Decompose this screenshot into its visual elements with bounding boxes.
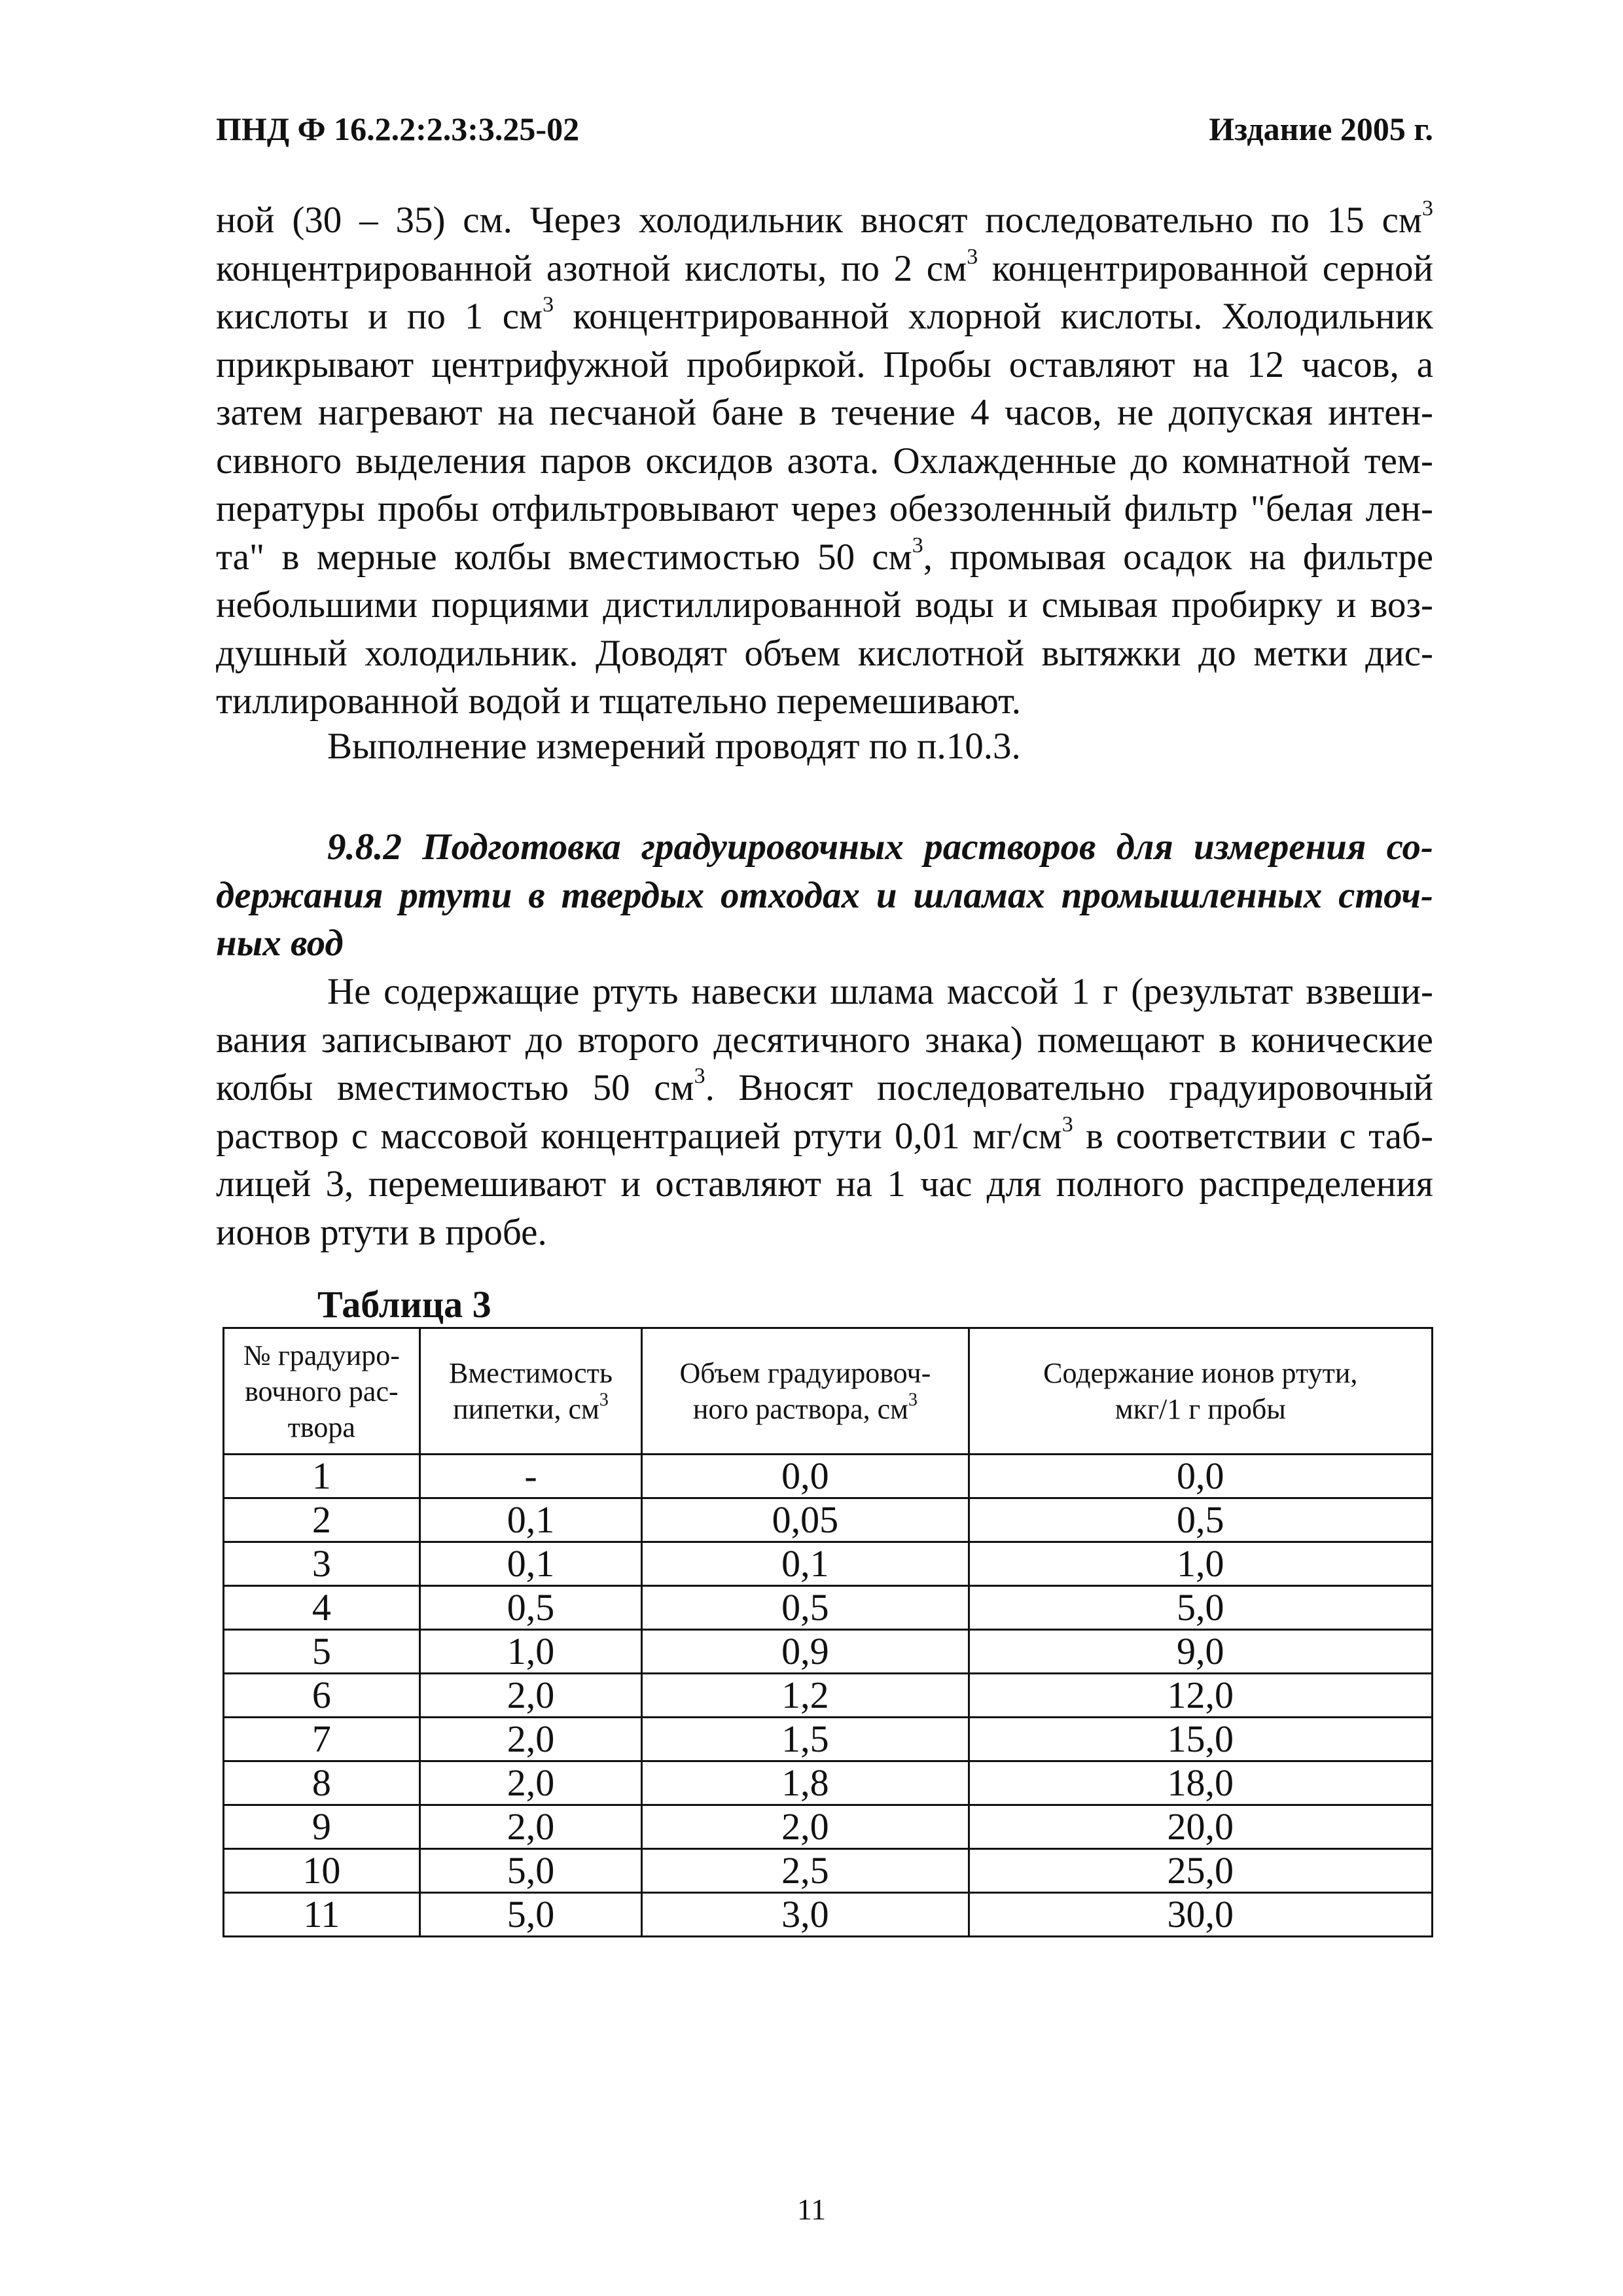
table-cell: 2,0	[419, 1805, 642, 1849]
table-row	[224, 1674, 1433, 1718]
table-cell: 0,0	[642, 1455, 969, 1498]
text-run: кислоты и по 1 см	[216, 296, 543, 337]
paragraph-line	[216, 437, 1433, 486]
header-text: твора	[287, 1411, 355, 1443]
paragraph-line	[216, 341, 1433, 389]
calibration-table	[223, 1327, 1433, 1937]
header-text: ного раствора, см	[692, 1393, 908, 1425]
superscript: 3	[543, 292, 554, 317]
table-cell: 0,05	[642, 1498, 969, 1542]
text-run: вания записывают до второго десятичного знака) помещают в конические	[216, 1019, 1433, 1061]
text-run: душный холодильник. Доводят объем кислотной вытяжки до метки дис-	[216, 632, 1433, 674]
table-cell: 0,5	[419, 1586, 642, 1630]
heading-line: ных вод	[216, 923, 344, 964]
text-run: Не содержащие ртуть навески шлама массой 1 г (результат взвеши-	[327, 971, 1433, 1012]
text-run: ной (30 – 35) см. Через холодильник вносят последовательно по 15 см	[216, 200, 1422, 241]
table-cell: 25,0	[969, 1849, 1432, 1893]
table-cell: 5,0	[969, 1586, 1432, 1630]
superscript: 3	[908, 1390, 918, 1410]
text-run: раствор с массовой концентрацией ртути 0,01 мг/см	[216, 1115, 1062, 1157]
table-header-cell	[642, 1328, 969, 1455]
text-run: концентрированной хлорной кислоты. Холодильник	[554, 296, 1433, 337]
text-run: ионов ртути в пробе.	[216, 1211, 547, 1253]
header-text: Содержание ионов ртути,	[1043, 1357, 1358, 1389]
header-text: № градуиро-	[243, 1339, 400, 1371]
table-cell: 0,1	[419, 1542, 642, 1586]
table-cell: 10	[224, 1849, 420, 1893]
superscript: 3	[967, 244, 978, 269]
table-cell: 0,5	[969, 1498, 1432, 1542]
table-cell: 3	[224, 1542, 420, 1586]
text-run: , промывая осадок на фильтре	[923, 536, 1433, 578]
header-text: вочного рас-	[244, 1375, 399, 1407]
table-caption: Таблица 3	[317, 1283, 491, 1326]
paragraph-line	[216, 677, 1433, 726]
table-cell: 6	[224, 1674, 420, 1718]
superscript: 3	[694, 1064, 705, 1088]
heading-line: 9.8.2 Подготовка градуировочных растворов для измерения со-	[327, 826, 1433, 868]
paragraph-procedure	[216, 196, 1433, 726]
table-cell: 1,0	[419, 1630, 642, 1674]
superscript: 3	[599, 1390, 609, 1410]
table-cell: 15,0	[969, 1718, 1432, 1761]
superscript: 3	[912, 533, 923, 557]
table-cell: 1,2	[642, 1674, 969, 1718]
table-body	[224, 1455, 1433, 1937]
table-cell: 2,0	[419, 1718, 642, 1761]
text-run: прикрывают центрифужной пробиркой. Пробы оставляют на 12 часов, а	[216, 344, 1433, 385]
table-row	[224, 1542, 1433, 1586]
table-cell: 5	[224, 1630, 420, 1674]
page-number: 11	[796, 2193, 827, 2226]
table-cell: 0,1	[419, 1498, 642, 1542]
table-cell: 2,0	[642, 1805, 969, 1849]
paragraph-line	[216, 1016, 1433, 1065]
paragraph-line	[216, 1112, 1433, 1161]
table-row	[224, 1586, 1433, 1630]
paragraph-line: Выполнение измерений проводят по п.10.3.	[327, 726, 1021, 767]
header-text: пипетки, см	[453, 1393, 599, 1425]
table-header-cell	[419, 1328, 642, 1455]
page-header	[216, 110, 1433, 156]
table-header-row	[224, 1328, 1433, 1455]
table-cell: 2,0	[419, 1761, 642, 1805]
paragraph-line	[216, 968, 1433, 1016]
table-row	[224, 1893, 1433, 1937]
edition-label: Издание 2005 г.	[1209, 111, 1433, 147]
table-header-cell	[224, 1328, 420, 1455]
table-row	[224, 1805, 1433, 1849]
paragraph-line	[216, 581, 1433, 629]
paragraph-line	[216, 629, 1433, 678]
paragraph-line	[216, 1160, 1433, 1209]
text-run: затем нагревают на песчаной бане в течение 4 часов, не допуская интен-	[216, 392, 1433, 433]
text-run: концентрированной азотной кислоты, по 2 см	[216, 247, 967, 289]
paragraph-line	[216, 533, 1433, 582]
section-heading	[216, 823, 1433, 968]
table-cell: -	[419, 1455, 642, 1498]
table-cell: 18,0	[969, 1761, 1432, 1805]
superscript: 3	[1061, 1112, 1073, 1137]
table-row	[224, 1455, 1433, 1498]
table-cell: 2	[224, 1498, 420, 1542]
text-run: лицей 3, перемешивают и оставляют на 1 час для полного распределения	[216, 1163, 1433, 1205]
text-run: концентрированной серной	[978, 247, 1434, 289]
table-row	[224, 1630, 1433, 1674]
paragraph-line	[216, 292, 1433, 341]
table-cell: 30,0	[969, 1893, 1432, 1937]
paragraph-line	[216, 485, 1433, 533]
table-cell: 0,9	[642, 1630, 969, 1674]
table-cell: 11	[224, 1893, 420, 1937]
header-text: мкг/1 г пробы	[1115, 1393, 1286, 1425]
table-cell: 0,1	[642, 1542, 969, 1586]
text-run: небольшими порциями дистиллированной воды и смывая пробирку и воз-	[216, 584, 1433, 626]
table-cell: 7	[224, 1718, 420, 1761]
table-cell: 9	[224, 1805, 420, 1849]
table-cell: 8	[224, 1761, 420, 1805]
paragraph-line	[216, 1209, 1433, 1257]
paragraph-line	[216, 196, 1433, 245]
table-row	[224, 1718, 1433, 1761]
header-text: Объем градуировоч-	[679, 1357, 931, 1389]
table-cell: 3,0	[642, 1893, 969, 1937]
superscript: 3	[1422, 196, 1433, 221]
heading-line: держания ртути в твердых отходах и шламах промышленных сточ-	[216, 874, 1433, 916]
table-cell: 1	[224, 1455, 420, 1498]
table-cell: 5,0	[419, 1849, 642, 1893]
text-run: пературы пробы отфильтровывают через обеззоленный фильтр "белая лен-	[216, 488, 1433, 529]
text-run: колбы вместимостью 50 см	[216, 1067, 694, 1108]
text-run: сивного выделения паров оксидов азота. Охлажденные до комнатной тем-	[216, 440, 1433, 482]
table-cell: 2,0	[419, 1674, 642, 1718]
paragraph-line	[216, 389, 1433, 437]
table-cell: 4	[224, 1586, 420, 1630]
table-cell: 5,0	[419, 1893, 642, 1937]
paragraph-calibration	[216, 968, 1433, 1256]
table-cell: 2,5	[642, 1849, 969, 1893]
table-row	[224, 1498, 1433, 1542]
text-run: тиллированной водой и тщательно перемешивают.	[216, 680, 1021, 722]
table-cell: 1,8	[642, 1761, 969, 1805]
table-cell: 1,5	[642, 1718, 969, 1761]
paragraph-measurement-reference	[216, 722, 1433, 771]
text-run: . Вносят последовательно градуировочный	[705, 1067, 1433, 1108]
text-run: та" в мерные колбы вместимостью 50 см	[216, 536, 912, 578]
paragraph-line	[216, 245, 1433, 293]
table-row	[224, 1849, 1433, 1893]
text-run: в соответствии с таб-	[1073, 1115, 1433, 1157]
table-header-cell	[969, 1328, 1432, 1455]
document-code: ПНД Ф 16.2.2:2.3:3.25-02	[216, 111, 580, 147]
table-cell: 0,5	[642, 1586, 969, 1630]
table-cell: 9,0	[969, 1630, 1432, 1674]
table-cell: 12,0	[969, 1674, 1432, 1718]
header-text: Вместимость	[449, 1357, 613, 1389]
paragraph-line	[216, 1064, 1433, 1112]
table-cell: 1,0	[969, 1542, 1432, 1586]
table-row	[224, 1761, 1433, 1805]
table-cell: 0,0	[969, 1455, 1432, 1498]
table-cell: 20,0	[969, 1805, 1432, 1849]
